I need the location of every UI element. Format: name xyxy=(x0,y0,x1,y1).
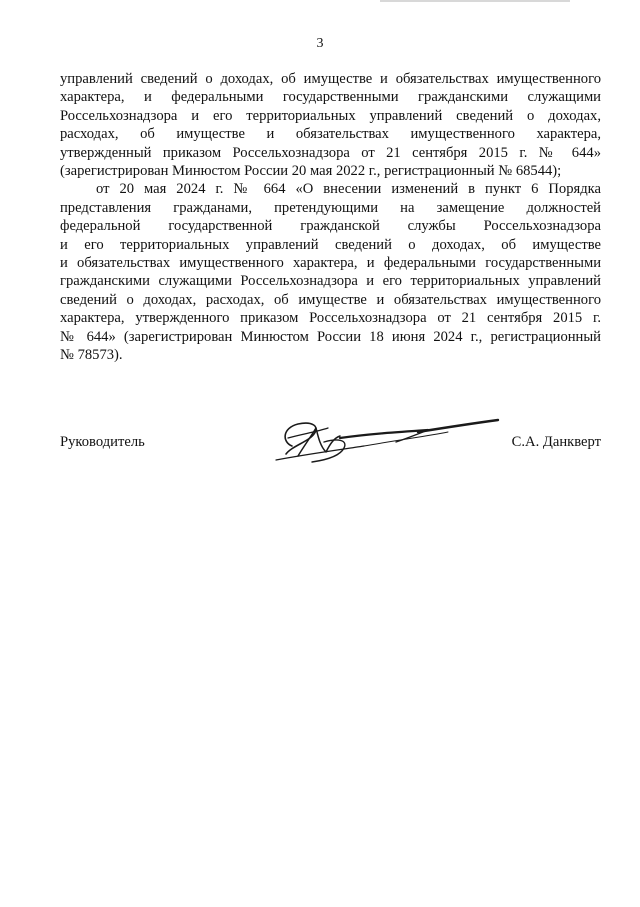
text-line: федеральной государственной гражданской службы Россельхознадзора xyxy=(60,218,601,235)
text-line: (зарегистрирован Минюстом России 20 мая 2022 г., регистрационный № 68544); xyxy=(60,163,562,180)
text-line: гражданскими служащими Россельхознадзора и его территориальных управлений xyxy=(60,273,601,290)
text-line: расходах, об имуществе и обязательствах имущественного характера, xyxy=(60,126,601,143)
page-number: 3 xyxy=(316,36,324,51)
text-line: и обязательствах имущественного характера, и федеральными государственными xyxy=(60,255,601,272)
text-line: представления гражданами, претендующими на замещение должностей xyxy=(60,199,601,216)
paragraph-1 xyxy=(60,70,601,180)
text-line: утвержденный приказом Россельхознадзора от 21 сентября 2015 г. № 644» xyxy=(60,144,601,161)
signatory-title: Руководитель xyxy=(60,434,145,450)
text-line: и его территориальных управлений сведений о доходах, об имуществе xyxy=(60,236,601,253)
text-line: № 644» (зарегистрирован Минюстом России 18 июня 2024 г., регистрационный xyxy=(60,328,601,345)
text-line: № 78573). xyxy=(60,347,123,364)
scan-edge-mark xyxy=(380,0,570,2)
text-line: Россельхознадзора и его территориальных управлений сведений о доходах, xyxy=(60,107,601,124)
document-body xyxy=(60,70,601,365)
text-line: управлений сведений о доходах, об имуществе и обязательствах имущественного xyxy=(60,71,601,87)
handwritten-signature xyxy=(268,416,504,468)
signatory-name: С.А. Данкверт xyxy=(511,434,601,450)
paragraph-2 xyxy=(60,180,601,364)
text-line: характера, и федеральными государственными гражданскими служащими xyxy=(60,89,601,106)
text-line: характера, утвержденного приказом Россельхознадзора от 21 сентября 2015 г. xyxy=(60,310,601,327)
text-line: сведений о доходах, расходах, об имуществе и обязательствах имущественного xyxy=(60,291,601,308)
text-line: от 20 мая 2024 г. № 664 «О внесении изменений в пункт 6 Порядка xyxy=(96,181,601,198)
